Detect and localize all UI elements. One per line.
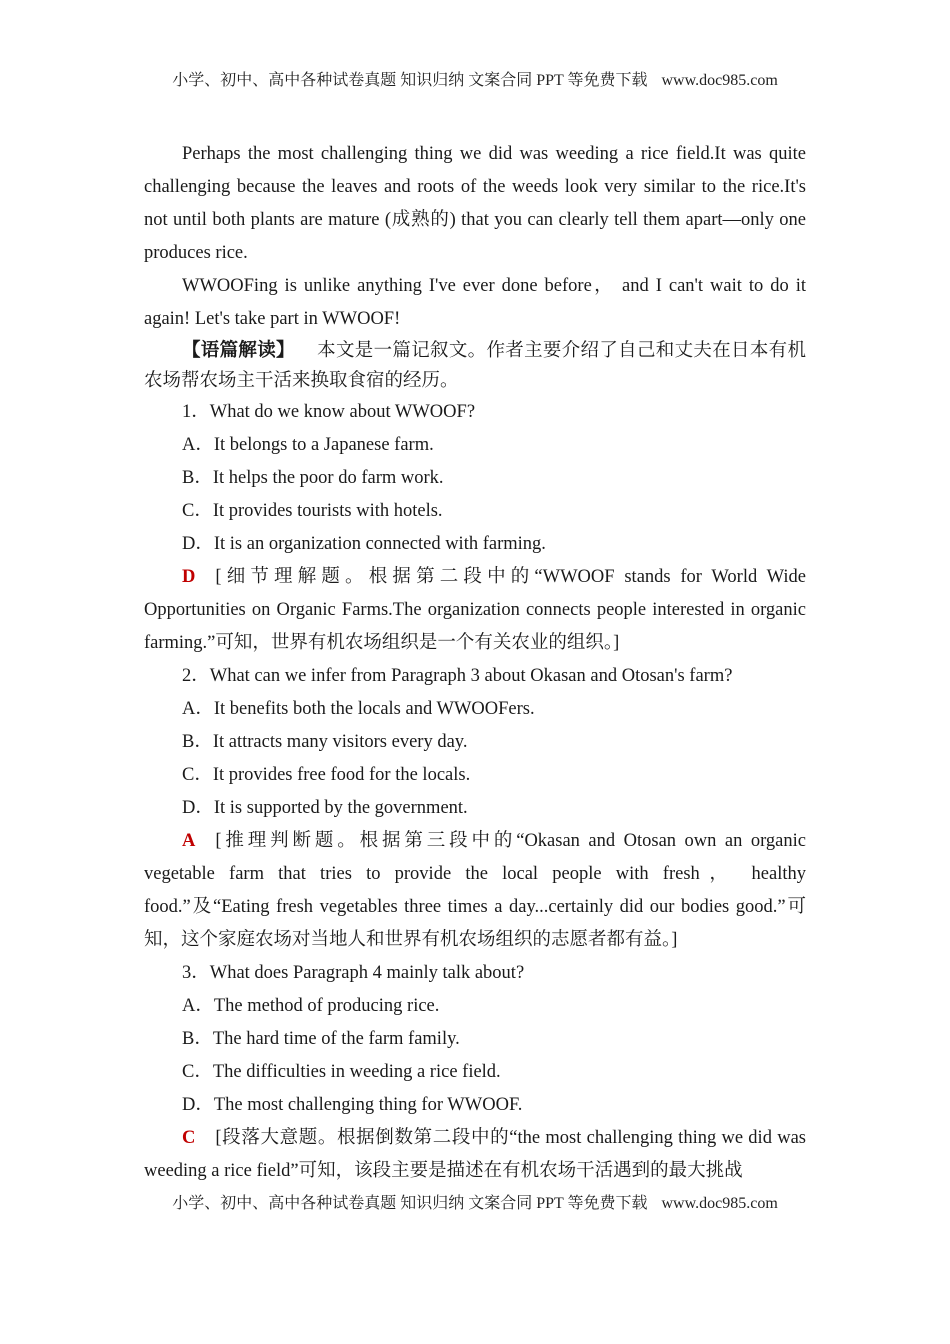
option: A．It benefits both the locals and WWOOFers.	[182, 699, 535, 719]
answer-explanation	[144, 561, 806, 660]
question-block	[144, 660, 806, 957]
discourse-analysis	[144, 336, 806, 396]
analysis-text: 本文是一篇记叙文。作者主要介绍了自己和丈夫在日本有机农场帮农场主干活来换取食宿的经历。	[144, 341, 806, 391]
explanation-text: [推理判断题。根据第三段中的“Okasan and Otosan own an organic vegetable farm that tries to provide the local people with fresh， healthy food.”及“Eating fresh vegetables three times a day...certainly did our bodies good.”可知，这个家庭农场对当地人和世界有机农场组织的志愿者都有益。]	[144, 831, 806, 950]
footer-site[interactable]: www.doc985.com	[661, 1195, 778, 1212]
passage-paragraph: WWOOFing is unlike anything I've ever done before， and I can't wait to do it again! Let's take part in WWOOF!	[144, 276, 806, 329]
option: B．It attracts many visitors every day.	[182, 732, 468, 752]
footer-text: 小学、初中、高中各种试卷真题 知识归纳 文案合同 PPT 等免费下载	[172, 1195, 648, 1212]
answer-letter: D	[182, 567, 196, 587]
option: C．It provides free food for the locals.	[182, 765, 471, 785]
answer-letter: A	[182, 831, 196, 851]
option: D．It is an organization connected with farming.	[182, 534, 546, 554]
option: B．The hard time of the farm family.	[182, 1029, 460, 1049]
option: C．It provides tourists with hotels.	[182, 501, 443, 521]
page-content	[144, 138, 806, 1188]
question-block	[144, 396, 806, 660]
explanation-text: [细节理解题。根据第二段中的“WWOOF stands for World Wide Opportunities on Organic Farms.The organization connects people interested in organic farming.”可知，世界有机农场组织是一个有关农业的组织。]	[144, 567, 806, 653]
question-stem: 1．What do we know about WWOOF?	[182, 402, 476, 422]
option: C．The difficulties in weeding a rice field.	[182, 1062, 501, 1082]
answer-letter: C	[182, 1128, 196, 1148]
answer-explanation	[144, 1122, 806, 1188]
option: D．It is supported by the government.	[182, 798, 468, 818]
question-stem: 3．What does Paragraph 4 mainly talk about?	[182, 963, 525, 983]
header-text: 小学、初中、高中各种试卷真题 知识归纳 文案合同 PPT 等免费下载	[172, 72, 648, 89]
option: A．The method of producing rice.	[182, 996, 440, 1016]
passage-paragraph: Perhaps the most challenging thing we did was weeding a rice field.It was quite challenging because the leaves and roots of the weeds look very similar to the rice.It's not until both plants are mature (成熟的) that you can clearly tell them apart—only one produces rice.	[144, 144, 806, 263]
page-header	[0, 67, 950, 90]
option: D．The most challenging thing for WWOOF.	[182, 1095, 523, 1115]
answer-explanation	[144, 825, 806, 957]
page-footer	[0, 1190, 950, 1213]
explanation-text: [段落大意题。根据倒数第二段中的“the most challenging thing we did was weeding a rice field”可知，该段主要是描述在有机农场干活遇到的最大挑战	[144, 1128, 806, 1181]
option: B．It helps the poor do farm work.	[182, 468, 444, 488]
question-stem: 2．What can we infer from Paragraph 3 about Okasan and Otosan's farm?	[182, 666, 733, 686]
option: A．It belongs to a Japanese farm.	[182, 435, 434, 455]
question-block	[144, 957, 806, 1188]
analysis-label: 【语篇解读】	[182, 341, 295, 361]
header-site[interactable]: www.doc985.com	[661, 72, 778, 89]
